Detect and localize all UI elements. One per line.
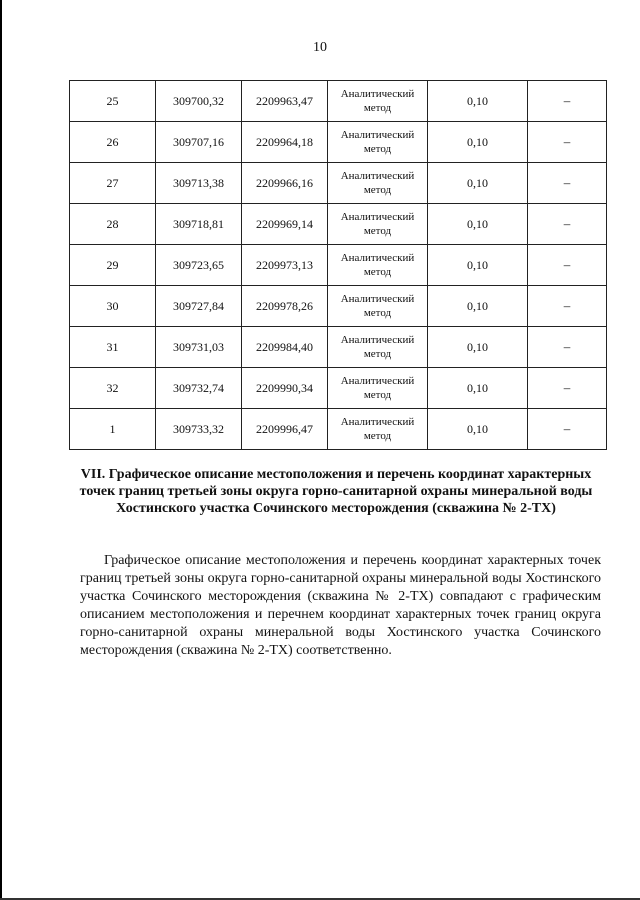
table-row xyxy=(70,286,607,327)
point-number-cell: 28 xyxy=(70,204,156,245)
y-coordinate-cell: 2209973,13 xyxy=(242,245,328,286)
scan-left-edge xyxy=(0,0,2,900)
method-cell: Аналитический метод xyxy=(328,204,428,245)
x-coordinate-cell: 309700,32 xyxy=(156,81,242,122)
x-coordinate-cell: 309727,84 xyxy=(156,286,242,327)
error-cell: 0,10 xyxy=(428,409,528,450)
y-coordinate-cell: 2209969,14 xyxy=(242,204,328,245)
error-cell: 0,10 xyxy=(428,368,528,409)
method-cell: Аналитический метод xyxy=(328,368,428,409)
note-cell: – xyxy=(528,122,607,163)
method-cell: Аналитический метод xyxy=(328,286,428,327)
y-coordinate-cell: 2209978,26 xyxy=(242,286,328,327)
point-number-cell: 27 xyxy=(70,163,156,204)
table-row xyxy=(70,163,607,204)
method-cell: Аналитический метод xyxy=(328,163,428,204)
table-row xyxy=(70,409,607,450)
point-number-cell: 25 xyxy=(70,81,156,122)
table-row xyxy=(70,122,607,163)
x-coordinate-cell: 309731,03 xyxy=(156,327,242,368)
page-number: 10 xyxy=(313,40,327,55)
table-row xyxy=(70,204,607,245)
y-coordinate-cell: 2209984,40 xyxy=(242,327,328,368)
note-cell: – xyxy=(528,286,607,327)
point-number-cell: 26 xyxy=(70,122,156,163)
point-number-cell: 29 xyxy=(70,245,156,286)
table-row xyxy=(70,245,607,286)
error-cell: 0,10 xyxy=(428,163,528,204)
point-number-cell: 32 xyxy=(70,368,156,409)
note-cell: – xyxy=(528,409,607,450)
x-coordinate-cell: 309732,74 xyxy=(156,368,242,409)
error-cell: 0,10 xyxy=(428,204,528,245)
method-cell: Аналитический метод xyxy=(328,327,428,368)
x-coordinate-cell: 309713,38 xyxy=(156,163,242,204)
x-coordinate-cell: 309723,65 xyxy=(156,245,242,286)
point-number-cell: 30 xyxy=(70,286,156,327)
error-cell: 0,10 xyxy=(428,122,528,163)
error-cell: 0,10 xyxy=(428,327,528,368)
error-cell: 0,10 xyxy=(428,245,528,286)
error-cell: 0,10 xyxy=(428,286,528,327)
table-row xyxy=(70,81,607,122)
y-coordinate-cell: 2209964,18 xyxy=(242,122,328,163)
x-coordinate-cell: 309718,81 xyxy=(156,204,242,245)
section-heading: VII. Графическое описание местоположения и перечень координат характерных точек границ третьей зоны округа горно-санитарной охраны минеральной воды Хостинского участка Сочинского месторождения (скважина № 2-ТХ) xyxy=(79,467,593,516)
section-paragraph: Графическое описание местоположения и перечень координат характерных точек границ третьей зоны округа горно-санитарной охраны минеральной воды Хостинского участка Сочинского месторождения (скважина № 2-ТХ) совпадают с графическим описанием местоположения и перечнем координат характерных точек границ округа горно-санитарной охраны минеральной воды Хостинского участка Сочинского месторождения (скважина № 2-ТХ) соответственно. xyxy=(80,553,601,658)
note-cell: – xyxy=(528,327,607,368)
y-coordinate-cell: 2209996,47 xyxy=(242,409,328,450)
table-row xyxy=(70,327,607,368)
method-cell: Аналитический метод xyxy=(328,245,428,286)
method-cell: Аналитический метод xyxy=(328,122,428,163)
note-cell: – xyxy=(528,81,607,122)
note-cell: – xyxy=(528,368,607,409)
y-coordinate-cell: 2209966,16 xyxy=(242,163,328,204)
note-cell: – xyxy=(528,204,607,245)
coordinates-table xyxy=(69,80,607,450)
note-cell: – xyxy=(528,245,607,286)
y-coordinate-cell: 2209990,34 xyxy=(242,368,328,409)
table-row xyxy=(70,368,607,409)
error-cell: 0,10 xyxy=(428,81,528,122)
note-cell: – xyxy=(528,163,607,204)
point-number-cell: 1 xyxy=(70,409,156,450)
method-cell: Аналитический метод xyxy=(328,81,428,122)
method-cell: Аналитический метод xyxy=(328,409,428,450)
table-body xyxy=(70,81,607,450)
x-coordinate-cell: 309733,32 xyxy=(156,409,242,450)
x-coordinate-cell: 309707,16 xyxy=(156,122,242,163)
y-coordinate-cell: 2209963,47 xyxy=(242,81,328,122)
point-number-cell: 31 xyxy=(70,327,156,368)
